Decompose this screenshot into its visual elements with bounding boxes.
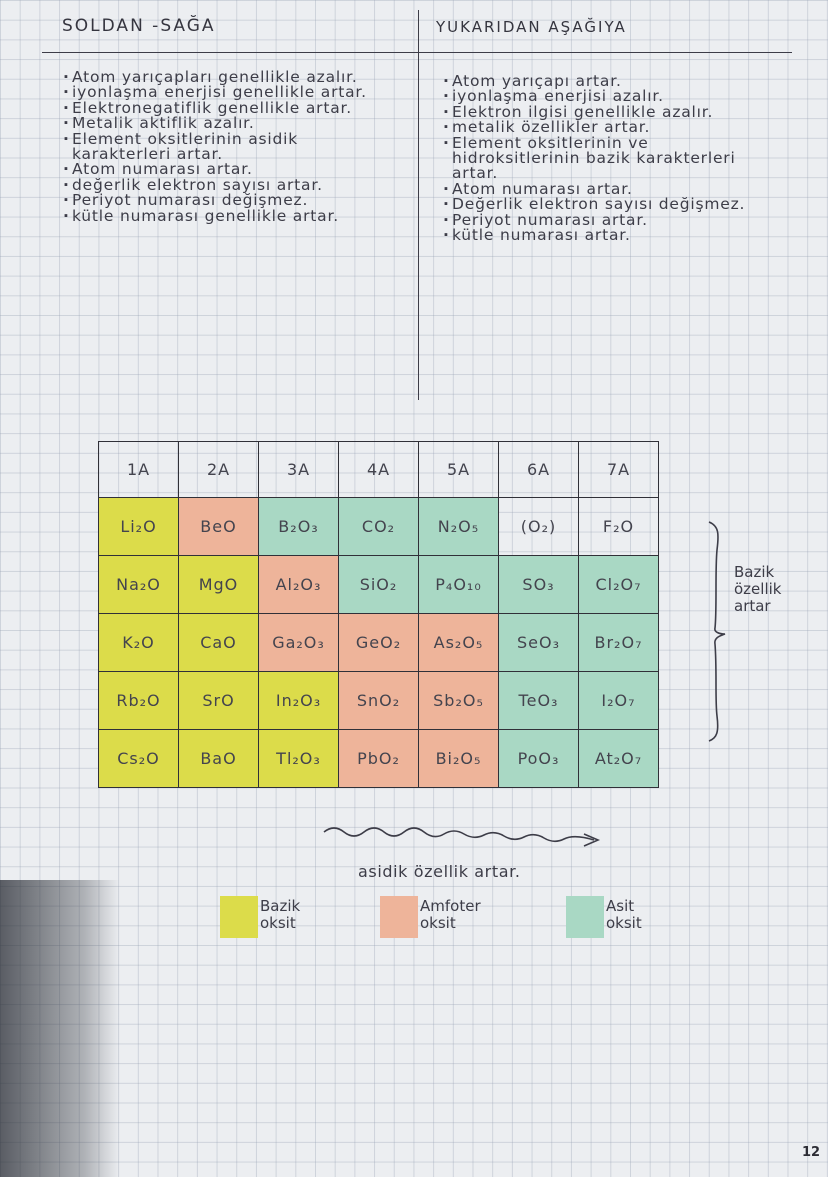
oxide-cell: K₂O xyxy=(99,614,179,672)
oxide-cell: Br₂O₇ xyxy=(579,614,659,672)
left-note-item: · iyonlaşma enerjisi genellikle artar. xyxy=(62,85,392,100)
table-header-row xyxy=(99,442,659,498)
oxide-cell: MgO xyxy=(179,556,259,614)
oxide-cell: Rb₂O xyxy=(99,672,179,730)
legend-label-line: Amfoter xyxy=(420,897,481,915)
table-row xyxy=(99,614,659,672)
right-note-item: · Periyot numarası artar. xyxy=(442,213,762,228)
oxide-cell: PbO₂ xyxy=(339,730,419,788)
left-note-item: · Atom yarıçapları genellikle azalır. xyxy=(62,70,392,85)
acidic-trend-label: asidik özellik artar. xyxy=(358,862,521,881)
group-header-2a: 2A xyxy=(179,442,259,498)
page-number: 12 xyxy=(802,1145,821,1160)
oxide-cell: F₂O xyxy=(579,498,659,556)
group-header-7a: 7A xyxy=(579,442,659,498)
legend-label-line: Asit xyxy=(606,897,635,915)
group-header-4a: 4A xyxy=(339,442,419,498)
right-note-item: · kütle numarası artar. xyxy=(442,228,762,243)
left-notes-list xyxy=(62,70,392,224)
oxide-cell: P₄O₁₀ xyxy=(419,556,499,614)
group-header-6a: 6A xyxy=(499,442,579,498)
oxide-cell: Li₂O xyxy=(99,498,179,556)
oxide-cell: BaO xyxy=(179,730,259,788)
oxide-cell: (O₂) xyxy=(499,498,579,556)
oxide-cell: GeO₂ xyxy=(339,614,419,672)
oxide-cell: At₂O₇ xyxy=(579,730,659,788)
legend-label xyxy=(420,898,481,932)
oxide-cell: TeO₃ xyxy=(499,672,579,730)
right-notes-list xyxy=(442,74,762,243)
legend-label-line: oksit xyxy=(606,914,642,932)
oxide-table xyxy=(98,441,659,788)
oxide-cell: PoO₃ xyxy=(499,730,579,788)
legend-label-line: oksit xyxy=(260,914,296,932)
left-note-item: · değerlik elektron sayısı artar. xyxy=(62,178,392,193)
basic-trend-line: özellik xyxy=(734,580,782,598)
table-row xyxy=(99,730,659,788)
group-header-1a: 1A xyxy=(99,442,179,498)
oxide-cell: Bi₂O₅ xyxy=(419,730,499,788)
oxide-cell: Ga₂O₃ xyxy=(259,614,339,672)
oxide-cell: CO₂ xyxy=(339,498,419,556)
oxide-cell: Na₂O xyxy=(99,556,179,614)
basic-trend-line: artar xyxy=(734,597,771,615)
oxide-cell: Sb₂O₅ xyxy=(419,672,499,730)
right-note-item: · Elektron ilgisi genellikle azalır. xyxy=(442,105,762,120)
oxide-cell: As₂O₅ xyxy=(419,614,499,672)
basic-trend-line: Bazik xyxy=(734,563,775,581)
oxide-cell: BeO xyxy=(179,498,259,556)
oxide-cell: Cs₂O xyxy=(99,730,179,788)
left-note-item: · Elektronegatiflik genellikle artar. xyxy=(62,101,392,116)
oxide-cell: CaO xyxy=(179,614,259,672)
header-rule xyxy=(42,52,792,53)
right-column-title: YUKARIDAN AŞAĞIYA xyxy=(436,18,627,36)
left-column-title: SOLDAN -SAĞA xyxy=(62,16,216,36)
basic-trend-note xyxy=(734,564,781,615)
left-note-item: · kütle numarası genellikle artar. xyxy=(62,209,392,224)
left-note-item: · Atom numarası artar. xyxy=(62,162,392,177)
legend-label-line: oksit xyxy=(420,914,456,932)
group-header-5a: 5A xyxy=(419,442,499,498)
legend-swatch-basic xyxy=(220,896,258,938)
oxide-cell: I₂O₇ xyxy=(579,672,659,730)
legend-swatch-amphoteric xyxy=(380,896,418,938)
group-header-3a: 3A xyxy=(259,442,339,498)
column-divider xyxy=(418,10,419,400)
oxide-cell: SiO₂ xyxy=(339,556,419,614)
left-note-item: · Element oksitlerinin asidik karakterleri artar. xyxy=(62,132,392,163)
oxide-cell: SO₃ xyxy=(499,556,579,614)
right-note-item: · iyonlaşma enerjisi azalır. xyxy=(442,89,762,104)
left-note-item: · Periyot numarası değişmez. xyxy=(62,193,392,208)
table-row xyxy=(99,498,659,556)
oxide-cell: SeO₃ xyxy=(499,614,579,672)
curly-brace-icon xyxy=(705,520,731,742)
oxide-cell: In₂O₃ xyxy=(259,672,339,730)
right-note-item: · Element oksitlerinin ve hidroksitlerinin bazik karakterleri artar. xyxy=(442,136,762,182)
oxide-cell: Al₂O₃ xyxy=(259,556,339,614)
oxide-cell: B₂O₃ xyxy=(259,498,339,556)
left-note-item: · Metalik aktiflik azalır. xyxy=(62,116,392,131)
right-note-item: · Atom yarıçapı artar. xyxy=(442,74,762,89)
oxide-cell: SrO xyxy=(179,672,259,730)
right-note-item: · Atom numarası artar. xyxy=(442,182,762,197)
right-note-item: · Değerlik elektron sayısı değişmez. xyxy=(442,197,762,212)
photo-shadow xyxy=(0,880,120,1177)
table-row xyxy=(99,556,659,614)
legend-label xyxy=(260,898,300,932)
oxide-cell: Tl₂O₃ xyxy=(259,730,339,788)
table-row xyxy=(99,672,659,730)
legend-label-line: Bazik xyxy=(260,897,301,915)
wavy-arrow-icon xyxy=(322,822,604,850)
right-note-item: · metalik özellikler artar. xyxy=(442,120,762,135)
oxide-cell: SnO₂ xyxy=(339,672,419,730)
legend-label xyxy=(606,898,642,932)
oxide-cell: Cl₂O₇ xyxy=(579,556,659,614)
oxide-cell: N₂O₅ xyxy=(419,498,499,556)
legend-swatch-acid xyxy=(566,896,604,938)
